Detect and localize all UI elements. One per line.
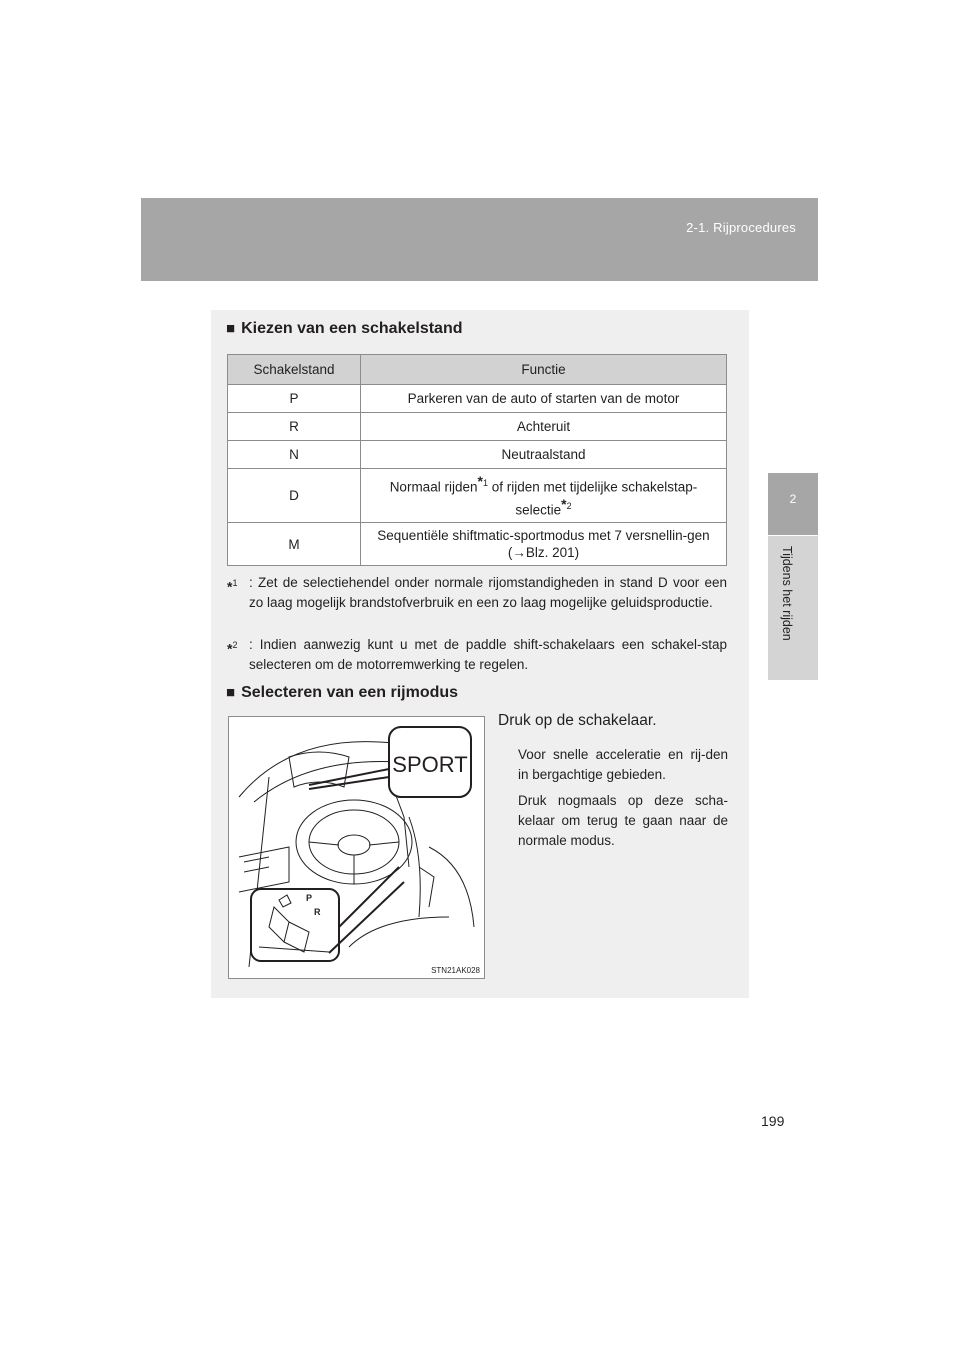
heading-shift-position (226, 320, 463, 338)
cell-position: D (228, 469, 361, 523)
sport-switch-illustration (228, 716, 485, 979)
cell-function: Parkeren van de auto of starten van de motor (361, 385, 727, 413)
sport-button-label: SPORT (392, 752, 468, 777)
table-row (228, 413, 727, 441)
cell-function: Achteruit (361, 413, 727, 441)
function-text-b: of rijden met tijdelijke schakelstap-selectie (487, 479, 698, 517)
chapter-number: 2 (789, 492, 797, 506)
heading-drive-mode (226, 684, 458, 702)
figure-code: STN21AK028 (431, 966, 480, 975)
cell-position: P (228, 385, 361, 413)
table-row (228, 469, 727, 523)
square-bullet-icon: ■ (226, 684, 236, 701)
footnote-ref: 2 (566, 500, 572, 511)
page-number: 199 (761, 1113, 785, 1129)
footnote-ref: 1 (482, 478, 488, 488)
chapter-label: Tijdens het rijden (780, 546, 794, 641)
footnote-text: : Indien aanwezig kunt u met de paddle shift-schakelaars een schakel-stap selecteren om de motorremwerking te regelen. (249, 637, 727, 672)
footnote-1 (227, 573, 727, 613)
asterisk-icon: * (227, 578, 233, 595)
cell-function: Neutraalstand (361, 441, 727, 469)
cell-function (361, 469, 727, 523)
asterisk-icon: * (561, 495, 567, 512)
footnote-number: 1 (232, 578, 238, 588)
heading-text: Selecteren van een rijmodus (241, 684, 459, 701)
shift-position-table (227, 354, 727, 566)
function-text-a: Normaal rijden (389, 479, 478, 495)
footnote-text: : Zet de selectiehendel onder normale rijomstandigheden in stand D voor een zo laag mogelijk brandstofverbruik en een zo laag mogelijke geluidsproductie. (249, 575, 727, 610)
function-text-a: Sequentiële shiftmatic-sportmodus met 7 versnellin-gen ( (377, 528, 710, 560)
arrow-right-icon: → (512, 545, 526, 560)
table-row (228, 441, 727, 469)
gear-letter: R (314, 907, 321, 917)
note-paragraph: Voor snelle acceleratie en rij-den in bergachtige gebieden. (518, 747, 728, 782)
table-row (228, 385, 727, 413)
instruction-text: Druk op de schakelaar. (498, 712, 657, 729)
note-paragraph: Druk nogmaals op deze scha-kelaar om terug te gaan naar de normale modus. (518, 793, 728, 848)
header-band (141, 198, 818, 281)
footnote-2 (227, 635, 727, 675)
asterisk-icon: * (227, 640, 233, 657)
asterisk-icon: * (477, 473, 483, 489)
heading-text: Kiezen van een schakelstand (241, 320, 463, 337)
section-title: 2-1. Rijprocedures (686, 220, 796, 235)
chapter-strip (768, 536, 818, 680)
gear-letter: P (306, 893, 313, 903)
dashboard-drawing (229, 717, 484, 978)
chapter-tab (768, 473, 818, 535)
cell-position: N (228, 441, 361, 469)
table-header-row (228, 355, 727, 385)
column-header-position: Schakelstand (228, 355, 361, 385)
table-row (228, 523, 727, 566)
cell-position: M (228, 523, 361, 566)
square-bullet-icon: ■ (226, 320, 236, 337)
footnote-number: 2 (232, 640, 238, 650)
function-text-b: Blz. 201) (525, 545, 580, 560)
cell-function (361, 523, 727, 566)
cell-position: R (228, 413, 361, 441)
column-header-function: Functie (361, 355, 727, 385)
